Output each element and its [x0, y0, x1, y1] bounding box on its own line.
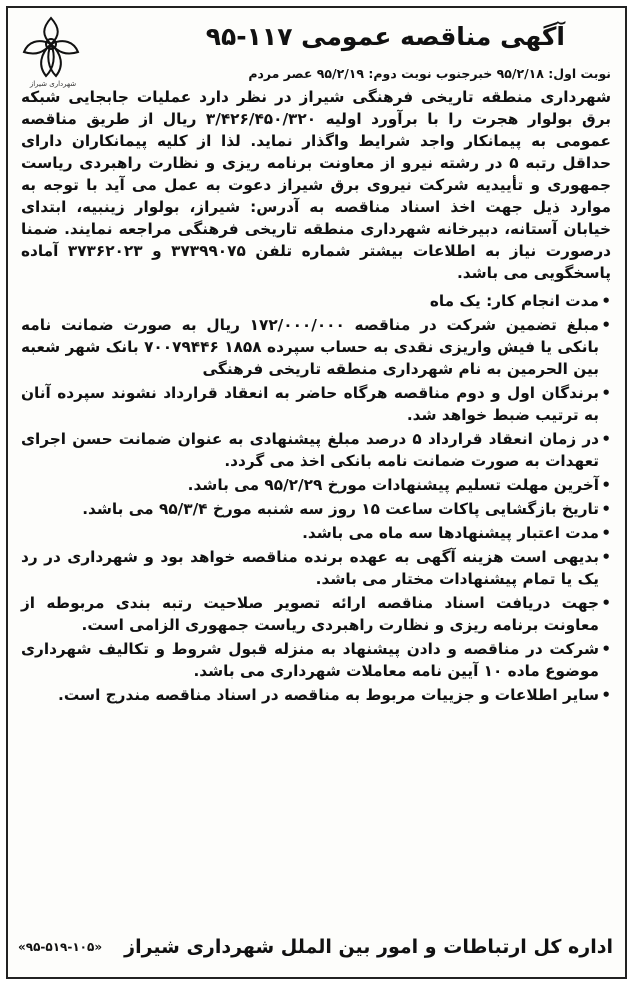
ad-body: [21, 86, 611, 708]
intro-paragraph: شهرداری منطقه تاریخی فرهنگی شیراز در نظر دارد عملیات جابجایی شبکه برق بولوار هجرت را با برآورد اولیه ۳/۴۲۶/۴۵۰/۳۲۰ ریال از طریق مناقصه عمومی به پیمانکار واجد شرایط واگذار نماید. لذا از کلیه پیمانکاران دارای حداقل رتبه ۵ در رشته نیرو از معاونت برنامه ریزی و نظارت راهبردی ریاست جمهوری و تأییدیه شرکت نیروی برق شیراز دعوت به عمل می آید با توجه به موارد ذیل جهت اخذ اسناد مناقصه به آدرس: شیراز، بولوار زینبیه، ابتدای خیابان آستانه، دبیرخانه شهرداری منطقه تاریخی فرهنگی مراجعه نمایند. ضمنا درصورت نیاز به اطلاعات بیشتر شماره تلفن ۳۷۳۹۹۰۷۵ و ۳۷۳۶۲۰۲۳ آماده پاسخگویی می باشد.: [21, 88, 612, 282]
list-item: • مدت اعتبار پیشنهادها سه ماه می باشد.: [21, 522, 611, 544]
footer-code: «۹۵-۵۱۹-۱۰۵»: [18, 940, 103, 954]
list-item: • شرکت در مناقصه و دادن پیشنهاد به منزله قبول شروط و تکالیف شهرداری موضوع ماده ۱۰ آیین نامه معاملات شهرداری می باشد.: [21, 638, 611, 682]
ad-frame: [6, 6, 627, 979]
shiraz-municipality-logo-icon: [16, 14, 86, 86]
list-item: • جهت دریافت اسناد مناقصه ارائه تصویر صلاحیت رتبه بندی مربوطه از معاونت برنامه ریزی و نظارت راهبردی ریاست جمهوری الزامی است.: [21, 592, 611, 636]
issue-dates: نوبت اول: ۹۵/۲/۱۸ خبرجنوب نوبت دوم: ۹۵/۲/۱۹ عصر مردم: [248, 66, 611, 81]
footer-organization: اداره کل ارتباطات و امور بین الملل شهرداری شیراز: [124, 936, 613, 958]
conditions-list: [21, 290, 611, 706]
list-item: • در زمان انعقاد قرارداد ۵ درصد مبلغ پیشنهادی به عنوان ضمانت حسن اجرای تعهدات به صورت ضمانت نامه بانکی اخذ می گردد.: [21, 428, 611, 472]
ad-footer: [18, 936, 613, 958]
logo-caption: شهرداری شیراز: [29, 80, 77, 88]
list-item: • تاریخ بازگشایی پاکات ساعت ۱۵ روز سه شنبه مورخ ۹۵/۳/۴ می باشد.: [21, 498, 611, 520]
list-item: • مبلغ تضمین شرکت در مناقصه ۱۷۲/۰۰۰/۰۰۰ ریال به صورت ضمانت نامه بانکی یا فیش واریزی نقدی به حساب سپرده ۱۸۵۸ ۷۰۰۷۹۴۴۶ بانک شهر شعبه بین الحرمین به نام شهرداری منطقه تاریخی فرهنگی: [21, 314, 611, 380]
list-item: • بدیهی است هزینه آگهی به عهده برنده مناقصه خواهد بود و شهرداری در رد یک یا تمام پیشنهادات مختار می باشد.: [21, 546, 611, 590]
ad-title: آگهی مناقصه عمومی ۱۱۷-۹۵: [205, 22, 565, 51]
list-item: • برندگان اول و دوم مناقصه هرگاه حاضر به انعقاد قرارداد نشوند سپرده آنان به ترتیب ضبط خواهد شد.: [21, 382, 611, 426]
list-item: • مدت انجام کار: یک ماه: [21, 290, 611, 312]
list-item: • سایر اطلاعات و جزییات مربوط به مناقصه در اسناد مناقصه مندرج است.: [21, 684, 611, 706]
list-item: • آخرین مهلت تسلیم پیشنهادات مورخ ۹۵/۲/۲۹ می باشد.: [21, 474, 611, 496]
